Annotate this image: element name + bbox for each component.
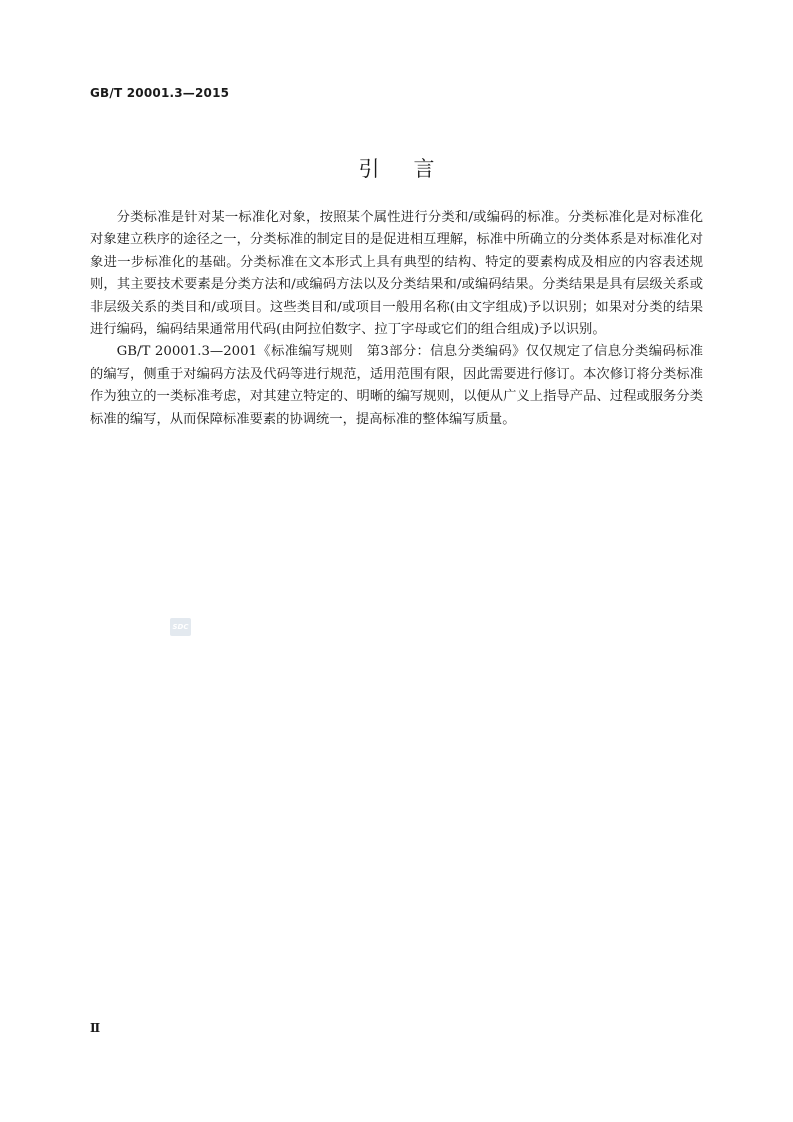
paragraph-1: 分类标准是针对某一标准化对象，按照某个属性进行分类和/或编码的标准。分类标准化是对标准化对象建立秩序的途径之一，分类标准的制定目的是促进相互理解，标准中所确立的分类体系是对标准化对象进一步标准化的基础。分类标准在文本形式上具有典型的结构、特定的要素构成及相应的内容表述规则，其主要技术要素是分类方法和/或编码方法以及分类结果和/或编码结果。分类结果是具有层级关系或非层级关系的类目和/或项目。这些类目和/或项目一般用名称(由文字组成)予以识别；如果对分类的结果进行编码，编码结果通常用代码(由阿拉伯数字、拉丁字母或它们的组合组成)予以识别。: [90, 210, 703, 338]
paragraph-2: GB/T 20001.3—2001《标准编写规则 第3部分：信息分类编码》仅仅规定了信息分类编码标准的编写，侧重于对编码方法及代码等进行规范，适用范围有限，因此需要进行修订。本次修订将分类标准作为独立的一类标准考虑，对其建立特定的、明晰的编写规则，以便从广义上指导产品、过程或服务分类标准的编写，从而保障标准要素的协调统一，提高标准的整体编写质量。: [90, 344, 703, 427]
standard-code-header: GB/T 20001.3—2015: [90, 86, 230, 100]
watermark-logo: SDC: [170, 618, 191, 636]
page-number: Ⅱ: [90, 1021, 101, 1035]
introduction-body: [90, 207, 703, 431]
section-title-introduction: 引言: [358, 157, 469, 181]
